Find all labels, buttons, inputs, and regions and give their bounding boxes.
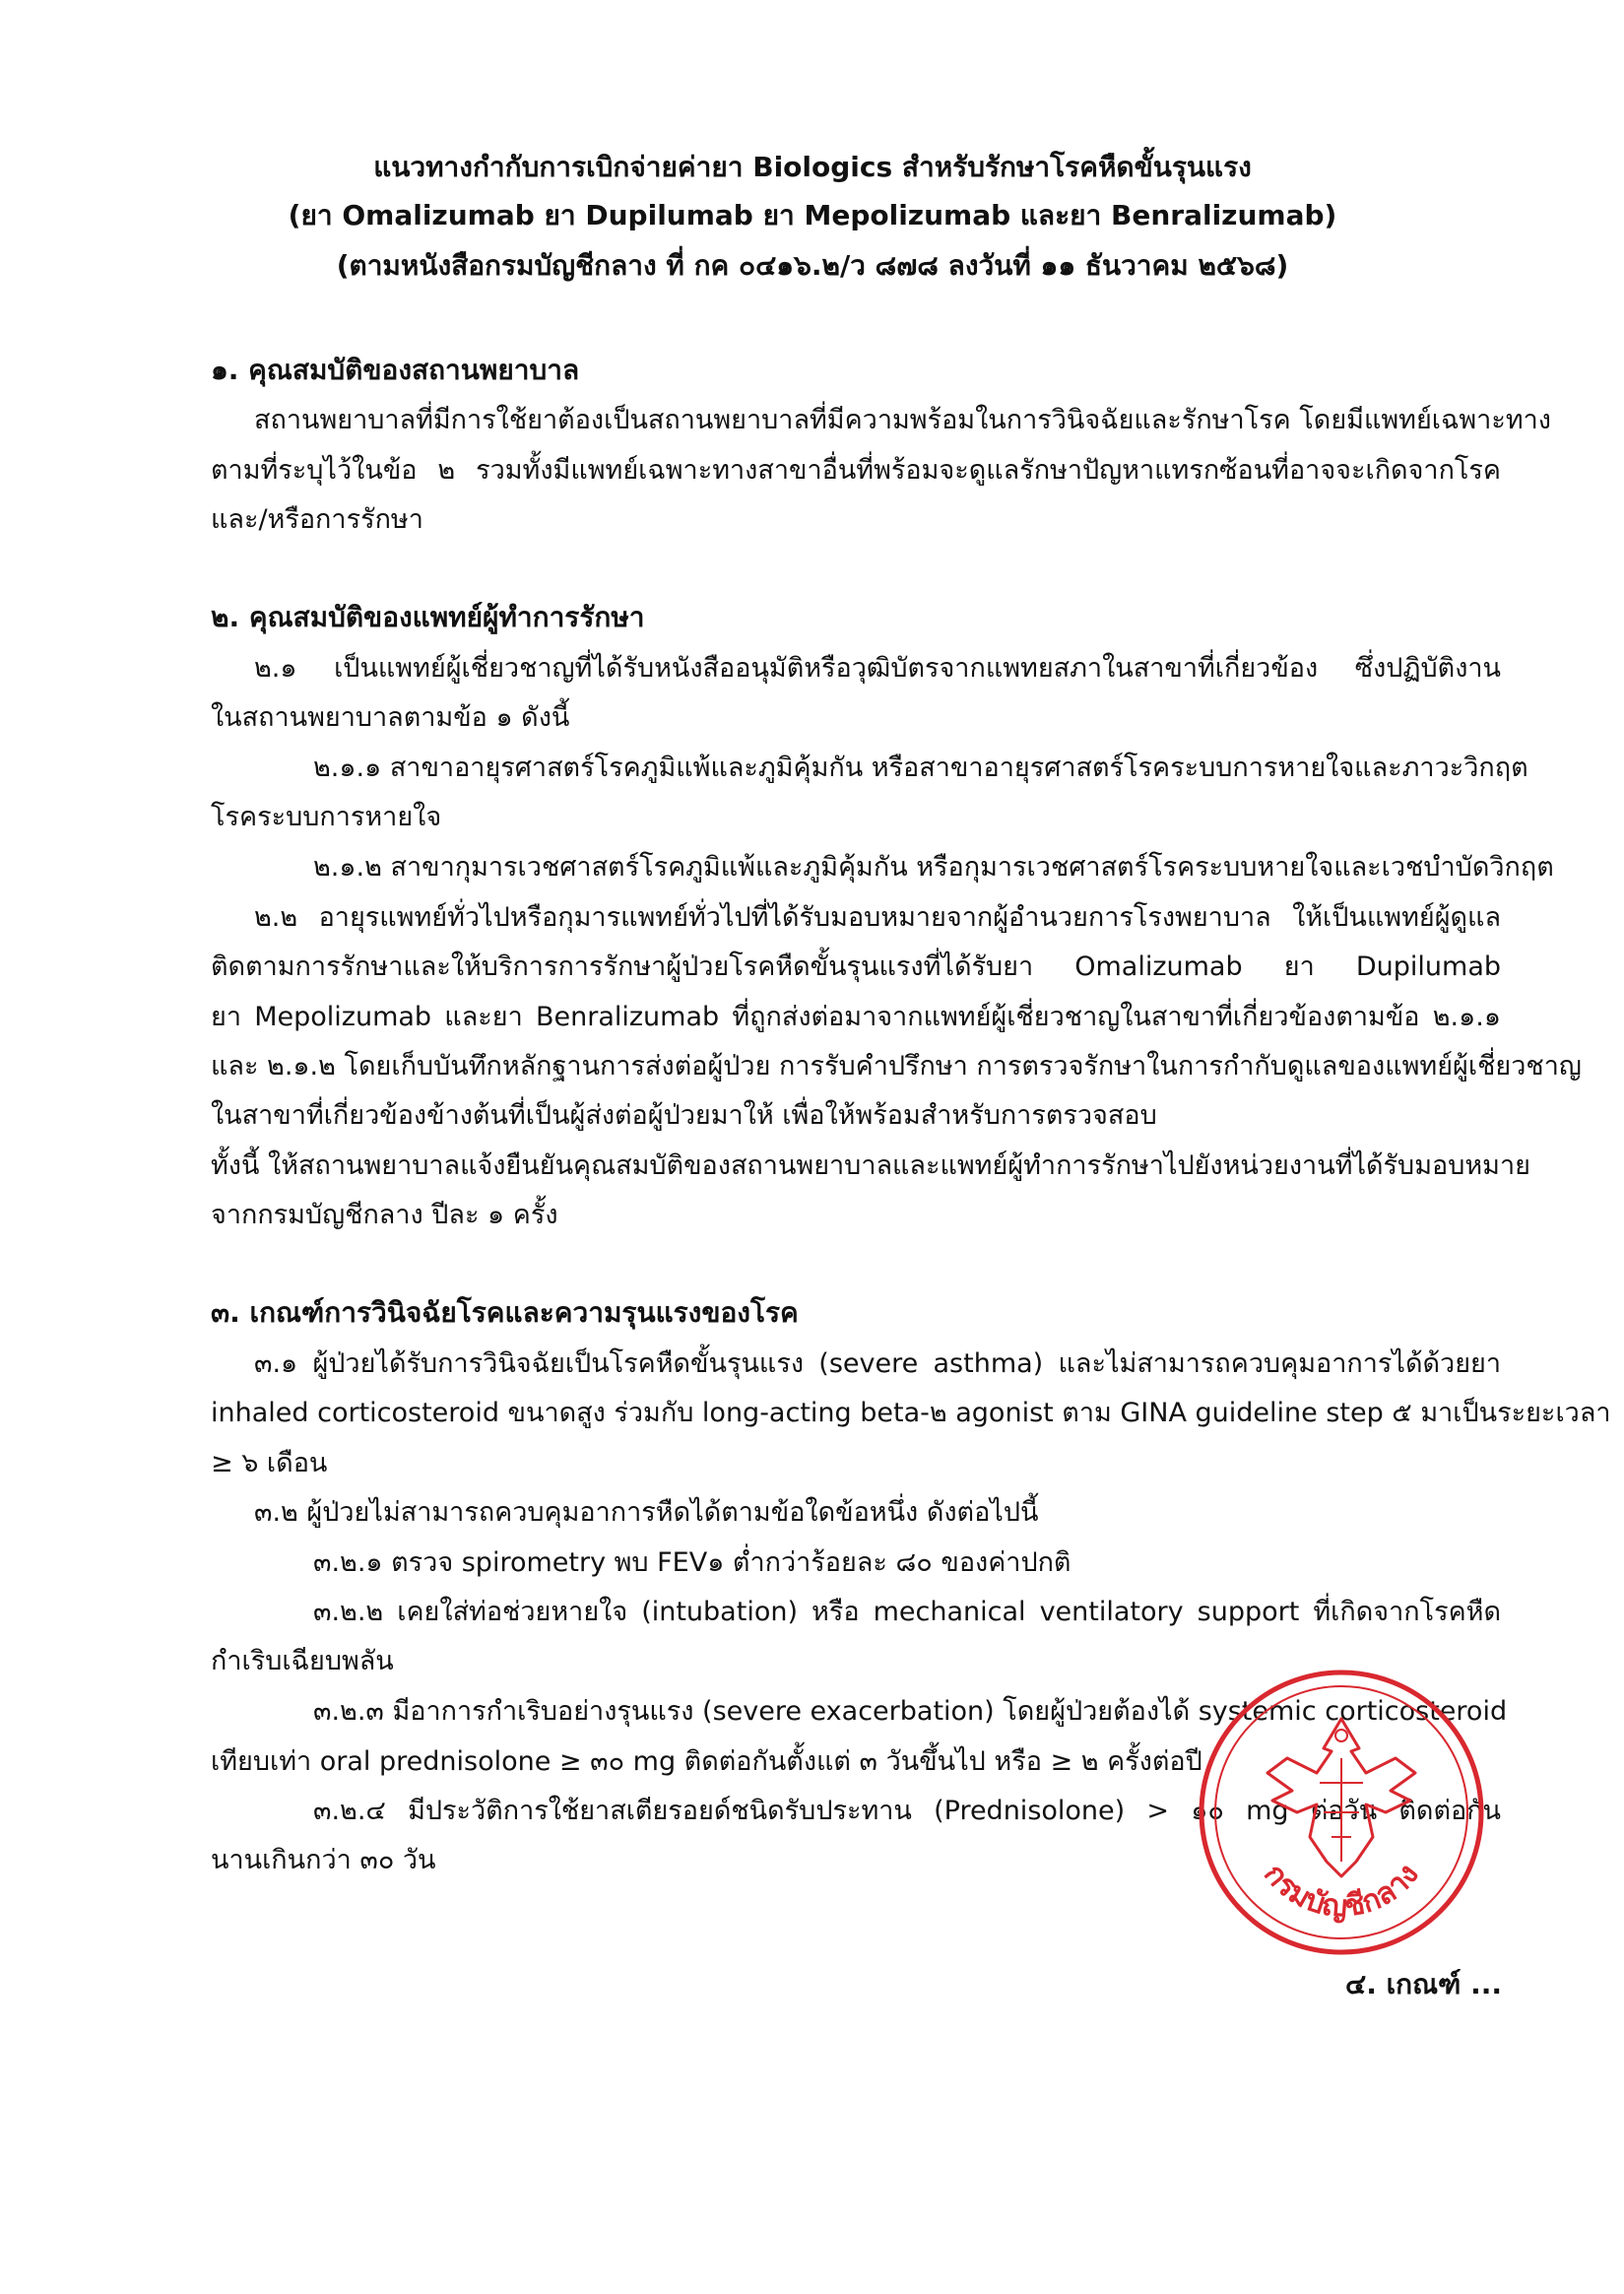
seal-text — [1257, 1858, 1426, 1925]
document-title-line-1: แนวทางกำกับการเบิกจ่ายค่ายา Biologics สำหรับรักษาโรคหืดขั้นรุนแรง — [373, 151, 1252, 183]
section-3-line: ๓.๒.๑ ตรวจ spirometry พบ FEV๑ ต่ำกว่าร้อยละ ๘๐ ของค่าปกติ — [313, 1547, 1072, 1578]
section-2-line: จากกรมบัญชีกลาง ปีละ ๑ ครั้ง — [211, 1200, 558, 1230]
next-page-reference: ๔. เกณฑ์ ... — [1345, 1968, 1502, 2000]
section-2-line: ในสถานพยาบาลตามข้อ ๑ ดังนี้ — [211, 702, 570, 733]
section-3-line: ≥ ๖ เดือน — [211, 1448, 328, 1478]
garuda-detail — [1320, 1758, 1363, 1862]
section-2-line: และ ๒.๑.๒ โดยเก็บบันทึกหลักฐานการส่งต่อผู้ป่วย การรับคำปรึกษา การตรวจรักษาในการกำกับดูแลของแพทย์ผู้เชี่ยวชาญ — [211, 1051, 1582, 1081]
section-1-heading: ๑. คุณสมบัติของสถานพยาบาล — [211, 354, 580, 386]
section-3-line: ๓.๒.๔ มีประวัติการใช้ยาสเตียรอยด์ชนิดรับประทาน (Prednisolone) > ๑๐ mg ต่อวัน ติดต่อกัน — [313, 1796, 1501, 1826]
section-2-line: ยา Mepolizumab และยา Benralizumab ที่ถูกส่งต่อมาจากแพทย์ผู้เชี่ยวชาญในสาขาที่เกี่ยวข้องตามข้อ ๒.๑.๑ — [211, 1002, 1501, 1032]
section-1-line: ตามที่ระบุไว้ในข้อ ๒ รวมทั้งมีแพทย์เฉพาะทางสาขาอื่นที่พร้อมจะดูแลรักษาปัญหาแทรกซ้อนที่อาจจะเกิดจากโรค — [211, 455, 1501, 486]
section-3-line: inhaled corticosteroid ขนาดสูง ร่วมกับ long-acting beta-๒ agonist ตาม GINA guideline step ๕ มาเป็นระยะเวลา — [211, 1398, 1611, 1428]
section-3-line: นานเกินกว่า ๓๐ วัน — [211, 1845, 436, 1875]
section-2-line: ๒.๑ เป็นแพทย์ผู้เชี่ยวชาญที่ได้รับหนังสืออนุมัติหรือวุฒิบัตรจากแพทยสภาในสาขาที่เกี่ยวข้อง ซึ่งปฏิบัติงาน — [254, 653, 1501, 684]
garuda-emblem-icon — [1267, 1719, 1415, 1876]
section-3-line: ๓.๒.๒ เคยใส่ท่อช่วยหายใจ (intubation) หรือ mechanical ventilatory support ที่เกิดจากโรคหืด — [313, 1597, 1501, 1627]
section-3-line: เทียบเท่า oral prednisolone ≥ ๓๐ mg ติดต่อกันตั้งแต่ ๓ วันขึ้นไป หรือ ≥ ๒ ครั้งต่อปี — [211, 1746, 1202, 1777]
section-2-line: ๒.๒ อายุรแพทย์ทั่วไปหรือกุมารแพทย์ทั่วไปที่ได้รับมอบหมายจากผู้อำนวยการโรงพยาบาล ให้เป็นแพทย์ผู้ดูแล — [254, 902, 1501, 933]
seal-text-path: กรมบัญชีกลาง — [1257, 1857, 1426, 1925]
section-1-line: สถานพยาบาลที่มีการใช้ยาต้องเป็นสถานพยาบาลที่มีความพร้อมในการวินิจฉัยและรักษาโรค โดยมีแพทย์เฉพาะทาง — [254, 405, 1551, 435]
section-2-line: ในสาขาที่เกี่ยวข้องข้างต้นที่เป็นผู้ส่งต่อผู้ป่วยมาให้ เพื่อให้พร้อมสำหรับการตรวจสอบ — [211, 1100, 1157, 1131]
section-3-line: ๓.๑ ผู้ป่วยได้รับการวินิจฉัยเป็นโรคหืดขั้นรุนแรง (severe asthma) และไม่สามารถควบคุมอาการได้ด้วยยา — [254, 1348, 1501, 1379]
section-1-line: และ/หรือการรักษา — [211, 504, 423, 535]
document-title-line-2: (ยา Omalizumab ยา Dupilumab ยา Mepolizumab และยา Benralizumab) — [288, 199, 1337, 231]
section-2-line: ๒.๑.๑ สาขาอายุรศาสตร์โรคภูมิแพ้และภูมิคุ้มกัน หรือสาขาอายุรศาสตร์โรคระบบการหายใจและภาวะวิกฤต — [313, 753, 1528, 783]
section-3-line: ๓.๒.๓ มีอาการกำเริบอย่างรุนแรง (severe exacerbation) โดยผู้ป่วยต้องได้ systemic corticosteroid — [313, 1696, 1508, 1727]
section-2-line: ทั้งนี้ ให้สถานพยาบาลแจ้งยืนยันคุณสมบัติของสถานพยาบาลและแพทย์ผู้ทำการรักษาไปยังหน่วยงานที่ได้รับมอบหมาย — [211, 1150, 1530, 1181]
section-3-heading: ๓. เกณฑ์การวินิจฉัยโรคและความรุนแรงของโรค — [211, 1296, 799, 1329]
section-2-line: โรคระบบการหายใจ — [211, 802, 442, 832]
section-2-heading: ๒. คุณสมบัติของแพทย์ผู้ทำการรักษา — [211, 601, 645, 633]
garuda-head — [1335, 1730, 1347, 1741]
section-3-line: กำเริบเฉียบพลัน — [211, 1646, 394, 1676]
official-seal — [1194, 1665, 1489, 1960]
section-2-line: ๒.๑.๒ สาขากุมารเวชศาสตร์โรคภูมิแพ้และภูมิคุ้มกัน หรือกุมารเวชศาสตร์โรคระบบหายใจและเวชบำบัดวิกฤต — [313, 852, 1554, 883]
section-3-line: ๓.๒ ผู้ป่วยไม่สามารถควบคุมอาการหืดได้ตามข้อใดข้อหนึ่ง ดังต่อไปนี้ — [254, 1497, 1039, 1528]
section-2-line: ติดตามการรักษาและให้บริการการรักษาผู้ป่วยโรคหืดขั้นรุนแรงที่ได้รับยา Omalizumab ยา Dupilumab — [211, 951, 1501, 982]
document-title-line-3: (ตามหนังสือกรมบัญชีกลาง ที่ กค ๐๔๑๖.๒/ว ๘๗๘ ลงวันที่ ๑๑ ธันวาคม ๒๕๖๘) — [336, 249, 1289, 282]
